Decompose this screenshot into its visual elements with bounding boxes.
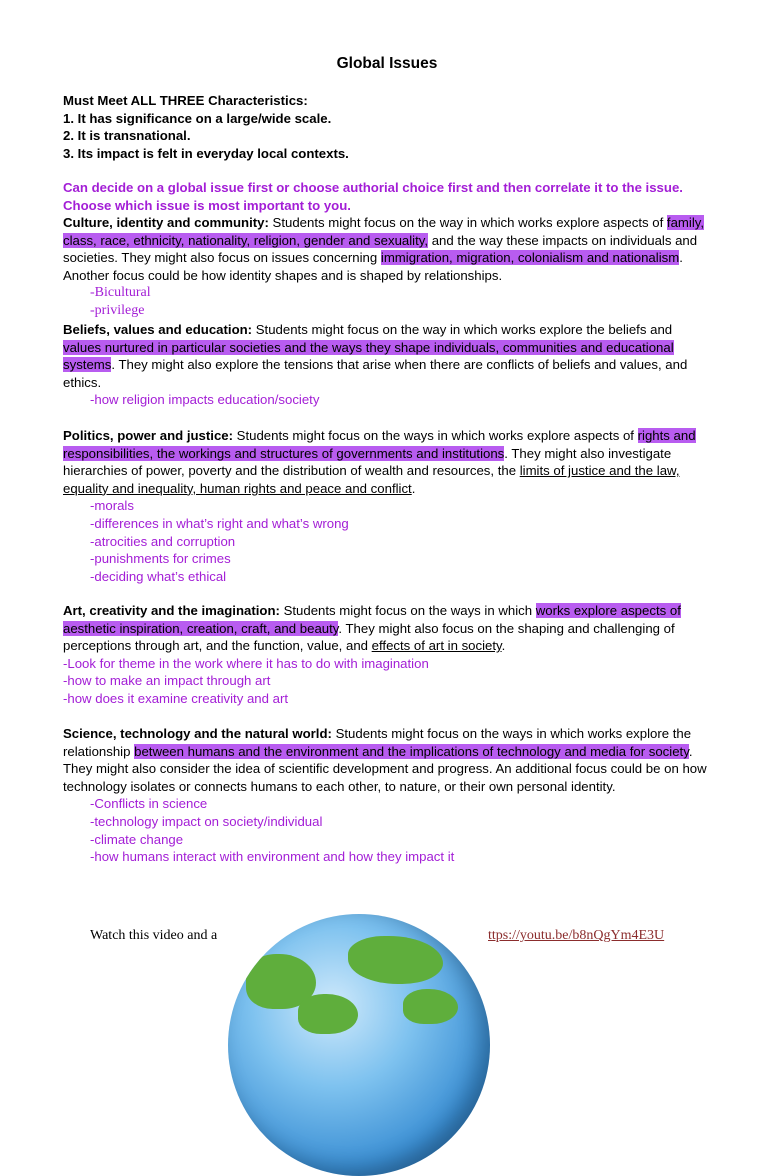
note-item: -climate change (90, 831, 184, 847)
science-text: . They might also consider the idea of scientific development and progress. An additional focus could be on how technology isolates or connects humans to each other, to nature, or their own personal identity. (63, 743, 707, 794)
science-text: Students might focus on the ways in which works explore the relationship (63, 726, 692, 759)
science-notes (63, 795, 713, 865)
culture-highlight: family, class, race, ethnicity, nationality, religion, gender and sexuality, (63, 215, 705, 248)
globe-land (348, 936, 443, 984)
requirement-item: 3. Its impact is felt in everyday local contexts. (63, 145, 349, 161)
requirements-block (63, 92, 713, 162)
culture-text: and the way these impacts on individuals and societies. They might also focus on issues concerning (63, 232, 698, 266)
page-title: Global Issues (336, 55, 438, 72)
note-item: -technology impact on society/individual (90, 813, 323, 829)
section-culture (63, 214, 713, 320)
art-notes (63, 655, 713, 708)
politics-text: . They might also investigate hierarchies of power, poverty and the distribution of wealth and resources, the (63, 445, 672, 479)
note-item: -Conflicts in science (90, 796, 208, 812)
politics-text: . (411, 480, 416, 496)
instruction-line: Can decide on a global issue first or choose authorial choice first and then correlate it to the issue. (63, 180, 683, 195)
science-heading: Science, technology and the natural world: (63, 726, 332, 741)
section-science (63, 725, 713, 866)
note-item: -deciding what’s ethical (90, 568, 227, 584)
politics-text: Students might focus on the ways in which works explore aspects of (233, 428, 638, 443)
culture-heading: Culture, identity and community: (63, 215, 269, 230)
globe-land (298, 994, 358, 1034)
culture-paragraph (63, 214, 713, 284)
note-item: -how does it examine creativity and art (63, 690, 289, 706)
globe-image (228, 914, 490, 1176)
section-art (63, 602, 713, 708)
video-link[interactable]: ttps://youtu.be/b8nQgYm4E3U (488, 928, 665, 943)
note-item: -Bicultural (90, 285, 151, 301)
note-item: -how to make an impact through art (63, 673, 271, 689)
politics-notes (63, 497, 713, 585)
beliefs-text: Students might focus on the way in which works explore the beliefs and (252, 322, 673, 337)
note-item: -punishments for crimes (90, 551, 231, 567)
note-item: -atrocities and corruption (90, 533, 236, 549)
art-text: Students might focus on the ways in which (279, 603, 536, 618)
requirement-item: 1. It has significance on a large/wide scale. (63, 110, 332, 126)
requirement-item: 2. It is transnational. (63, 128, 191, 144)
beliefs-text: . They might also explore the tensions that arise when there are conflicts of beliefs and values, and ethics. (63, 357, 688, 390)
culture-notes (63, 284, 713, 319)
note-item: -differences in what’s right and what’s wrong (90, 515, 349, 531)
beliefs-notes (63, 391, 713, 409)
science-highlight: between humans and the environment and the implications of technology and media for society (134, 743, 689, 759)
beliefs-paragraph (63, 321, 713, 391)
note-item: -privilege (90, 302, 145, 318)
politics-underline: limits of justice and the law, equality and inequality, human rights and peace and conflict (63, 463, 680, 496)
art-highlight: works explore aspects of aesthetic inspiration, creation, craft, and beauty (63, 603, 681, 636)
art-underline: effects of art in society (371, 638, 502, 654)
instructions-block (63, 179, 713, 214)
politics-highlight: rights and responsibilities, the workings and structures of governments and institutions (63, 428, 696, 461)
note-item: -Look for theme in the work where it has to do with imagination (63, 655, 429, 671)
politics-paragraph (63, 427, 713, 497)
culture-text: Students might focus on the way in which works explore aspects of (268, 215, 664, 230)
globe-land (403, 989, 458, 1024)
art-text: . They might also focus on the shaping and challenging of perceptions through art, and the function, value, and (63, 620, 675, 654)
culture-highlight: immigration, migration, colonialism and nationalism (380, 250, 680, 266)
politics-heading: Politics, power and justice: (63, 428, 234, 443)
science-paragraph (63, 725, 713, 795)
beliefs-highlight: values nurtured in particular societies and the ways they shape individuals, communities and educational systems (63, 339, 674, 373)
note-item: -how humans interact with environment and how they impact it (90, 849, 455, 865)
art-paragraph (63, 602, 713, 655)
culture-text: . Another focus could be how identity shapes and is shaped by relationships. (63, 250, 683, 283)
requirements-heading: Must Meet ALL THREE Characteristics: (63, 93, 308, 108)
note-item: -how religion impacts education/society (90, 392, 320, 408)
instruction-line: Choose which issue is most important to you. (63, 197, 351, 213)
section-politics (63, 427, 713, 585)
art-heading: Art, creativity and the imagination: (63, 603, 280, 618)
art-text: . (501, 638, 506, 654)
section-beliefs (63, 321, 713, 409)
note-item: -morals (90, 498, 134, 514)
video-instruction: Watch this video and a (90, 928, 218, 943)
beliefs-heading: Beliefs, values and education: (63, 322, 253, 337)
